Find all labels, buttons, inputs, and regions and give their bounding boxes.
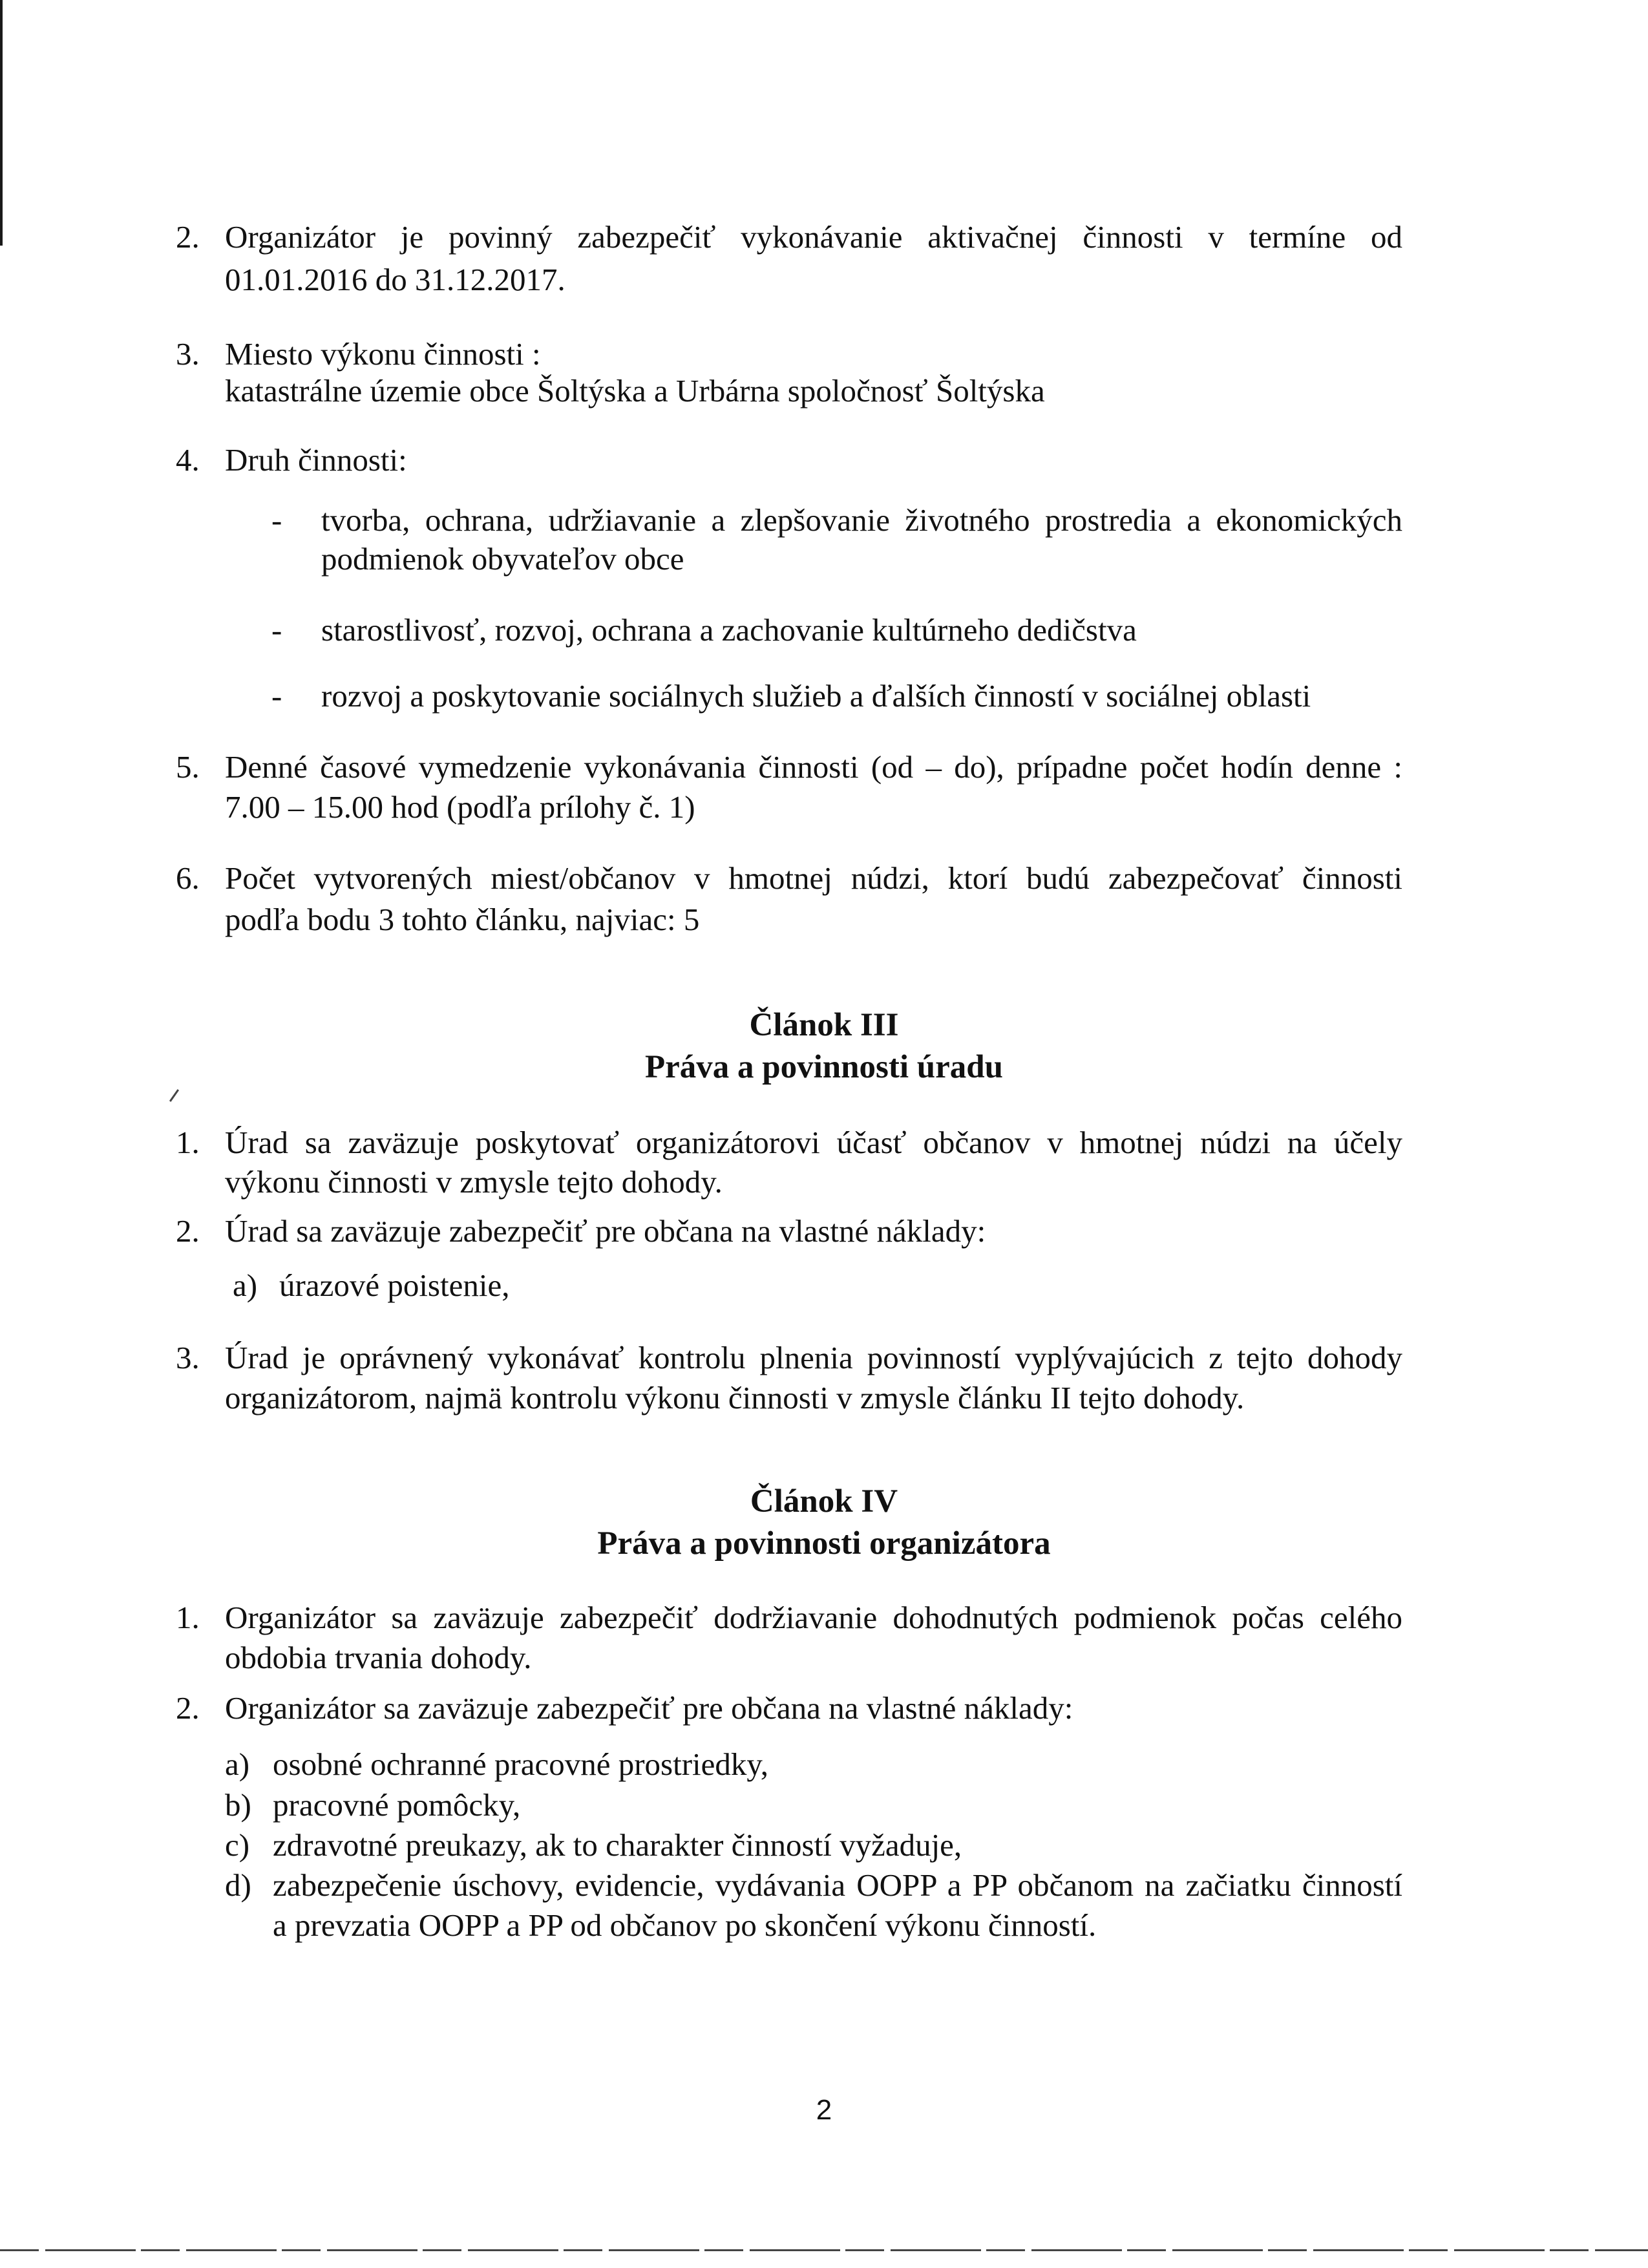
dash-bullet: - <box>271 502 282 538</box>
item-text-line: Úrad je oprávnený vykonávať kontrolu plnenia povinností vyplývajúcich z tejto dohody <box>225 1340 1402 1375</box>
page-number: 2 <box>816 2094 832 2126</box>
dash-bullet: - <box>271 678 282 714</box>
item-number: 5. <box>176 749 200 785</box>
dash-bullet: - <box>271 612 282 648</box>
item-number: 2. <box>176 1690 200 1726</box>
item-text-line: Miesto výkonu činnosti : <box>225 336 541 372</box>
article-title: Článok IV <box>750 1483 898 1520</box>
item-number: 2. <box>176 219 200 255</box>
item-text-line: Organizátor sa zaväzuje zabezpečiť dodržiavanie dohodnutých podmienok počas celého <box>225 1600 1402 1635</box>
item-text-line: Organizátor je povinný zabezpečiť vykonávanie aktivačnej činnosti v termíne od <box>225 219 1402 255</box>
sub-item-letter: b) <box>225 1787 251 1823</box>
sub-item-letter: c) <box>225 1827 250 1863</box>
item-number: 1. <box>176 1125 200 1160</box>
item-number: 3. <box>176 336 200 372</box>
sub-item-text: pracovné pomôcky, <box>273 1787 521 1823</box>
item-text-line: organizátorom, najmä kontrolu výkonu činnosti v zmysle článku II tejto dohody. <box>225 1380 1245 1415</box>
item-text-line: Úrad sa zaväzuje zabezpečiť pre občana na vlastné náklady: <box>225 1213 986 1249</box>
scan-mark <box>169 1089 179 1102</box>
article-subtitle: Práva a povinnosti organizátora <box>597 1525 1051 1562</box>
item-text-line: 01.01.2016 do 31.12.2017. <box>225 262 565 297</box>
sub-item-text: zdravotné preukazy, ak to charakter činností vyžaduje, <box>273 1827 962 1863</box>
sub-item-text: úrazové poistenie, <box>279 1267 510 1303</box>
article-subtitle: Práva a povinnosti úradu <box>644 1049 1004 1085</box>
item-text-line: Druh činnosti: <box>225 442 407 478</box>
sub-item-letter: a) <box>225 1746 250 1782</box>
item-number: 1. <box>176 1600 200 1635</box>
sub-item-letter: a) <box>233 1267 258 1303</box>
sub-item-text: osobné ochranné pracovné prostriedky, <box>273 1746 768 1782</box>
item-number: 6. <box>176 860 200 896</box>
dash-text-line: tvorba, ochrana, udržiavanie a zlepšovanie životného prostredia a ekonomických <box>321 502 1402 538</box>
scan-bottom-edge <box>0 2249 1648 2251</box>
dash-text-line: starostlivosť, rozvoj, ochrana a zachovanie kultúrneho dedičstva <box>321 612 1137 648</box>
item-text-line: katastrálne územie obce Šoltýska a Urbárna spoločnosť Šoltýska <box>225 373 1045 408</box>
sub-item-text-line: a prevzatia OOPP a PP od občanov po skončení výkonu činností. <box>273 1907 1097 1943</box>
item-text-line: Organizátor sa zaväzuje zabezpečiť pre občana na vlastné náklady: <box>225 1690 1073 1726</box>
article-title: Článok III <box>749 1007 899 1043</box>
sub-item-text-line: zabezpečenie úschovy, evidencie, vydávania OOPP a PP občanom na začiatku činností <box>273 1867 1402 1903</box>
item-text-line: výkonu činnosti v zmysle tejto dohody. <box>225 1164 723 1200</box>
dash-text-line: rozvoj a poskytovanie sociálnych služieb a ďalších činností v sociálnej oblasti <box>321 678 1311 714</box>
item-number: 3. <box>176 1340 200 1375</box>
item-number: 4. <box>176 442 200 478</box>
item-text-line: obdobia trvania dohody. <box>225 1640 532 1675</box>
item-text-line: podľa bodu 3 tohto článku, najviac: 5 <box>225 902 700 937</box>
sub-item-letter: d) <box>225 1867 251 1903</box>
item-number: 2. <box>176 1213 200 1249</box>
dash-text-line: podmienok obyvateľov obce <box>321 541 684 577</box>
item-text-line: Úrad sa zaväzuje poskytovať organizátorovi účasť občanov v hmotnej núdzi na účely <box>225 1125 1402 1160</box>
item-text-line: 7.00 – 15.00 hod (podľa prílohy č. 1) <box>225 789 695 825</box>
item-text-line: Denné časové vymedzenie vykonávania činnosti (od – do), prípadne počet hodín denne : <box>225 749 1402 785</box>
item-text-line: Počet vytvorených miest/občanov v hmotnej núdzi, ktorí budú zabezpečovať činnosti <box>225 860 1402 896</box>
